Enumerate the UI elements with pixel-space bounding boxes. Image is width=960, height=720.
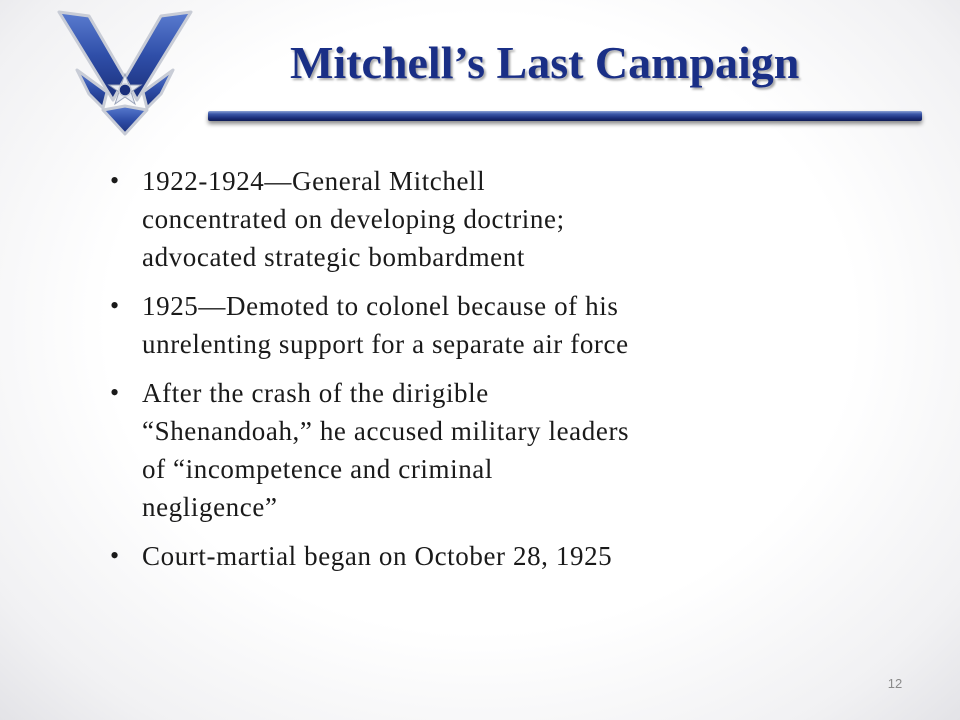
air-force-wings-logo [55,8,195,138]
bullet-text [142,374,629,526]
bullet-line: Court-martial began on October 28, 1925 [142,541,613,571]
bullet-line: 1922-1924—General Mitchell [142,166,486,196]
bullet-text [142,537,612,575]
bullet-line: concentrated on developing doctrine; [142,204,565,234]
bullet-line: 1925—Demoted to colonel because of his [142,291,619,321]
bullet-marker: • [110,166,120,195]
bullet-marker: • [110,291,120,320]
bullet-line: After the crash of the dirigible [142,378,489,408]
title-underline [208,111,922,121]
bullet-marker: • [110,541,120,570]
slide-title: Mitchell’s Last Campaign [290,37,800,88]
bullet-line: unrelenting support for a separate air force [142,329,629,359]
bullet-line: “Shenandoah,” he accused military leaders [142,416,630,446]
bullet-line: of “incompetence and criminal [142,454,493,484]
bullet-marker: • [110,378,120,407]
bullet-line: advocated strategic bombardment [142,242,525,272]
bullet-item [110,287,800,363]
bullet-text [142,162,565,276]
bullet-item [110,537,800,575]
page-number: 12 [887,676,903,691]
bullet-item [110,162,800,276]
bullet-text [142,287,629,363]
bullet-item [110,374,800,526]
bullet-list [110,162,800,586]
bullet-line: negligence” [142,492,278,522]
